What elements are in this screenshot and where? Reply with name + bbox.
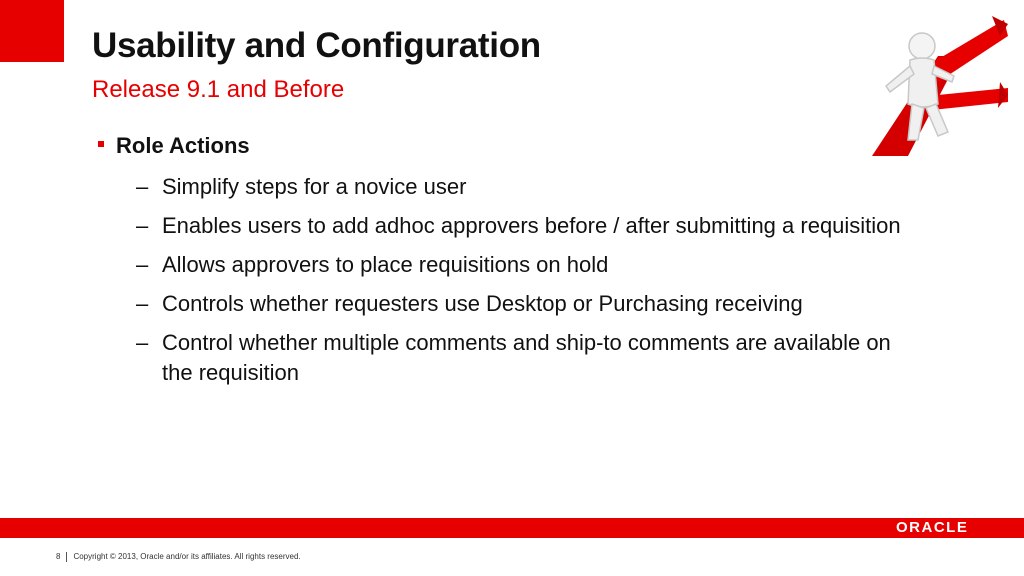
dash-marker: –	[136, 174, 149, 199]
bullet-role-actions	[98, 133, 250, 159]
dash-marker: –	[136, 291, 149, 316]
list-item-text: Controls whether requesters use Desktop or Purchasing receiving	[162, 291, 803, 316]
corner-accent-block	[0, 0, 64, 62]
dash-marker: –	[136, 330, 149, 355]
square-bullet-icon	[98, 141, 104, 147]
oracle-logo: ORACLE	[896, 519, 969, 536]
copyright-text: Copyright © 2013, Oracle and/or its affiliates. All rights reserved.	[73, 552, 301, 562]
page-number: 8	[56, 552, 61, 562]
footer-divider	[66, 552, 67, 562]
bullet-label: Role Actions	[116, 133, 250, 158]
slide-title: Usability and Configuration	[92, 26, 541, 65]
list-item-text: Simplify steps for a novice user	[162, 174, 467, 199]
list-item	[136, 328, 926, 388]
list-item	[136, 289, 926, 319]
list-item-text: Control whether multiple comments and ship-to comments are available on the requisition	[162, 330, 891, 385]
list-item	[136, 172, 926, 202]
dash-marker: –	[136, 213, 149, 238]
footer	[56, 552, 301, 562]
figure-on-red-arrow-path	[868, 16, 1008, 156]
dash-marker: –	[136, 252, 149, 277]
list-item	[136, 211, 926, 241]
sub-bullet-list	[136, 172, 926, 397]
slide-subtitle: Release 9.1 and Before	[92, 76, 345, 103]
list-item-text: Allows approvers to place requisitions on hold	[162, 252, 609, 277]
list-item	[136, 250, 926, 280]
list-item-text: Enables users to add adhoc approvers before / after submitting a requisition	[162, 213, 901, 238]
